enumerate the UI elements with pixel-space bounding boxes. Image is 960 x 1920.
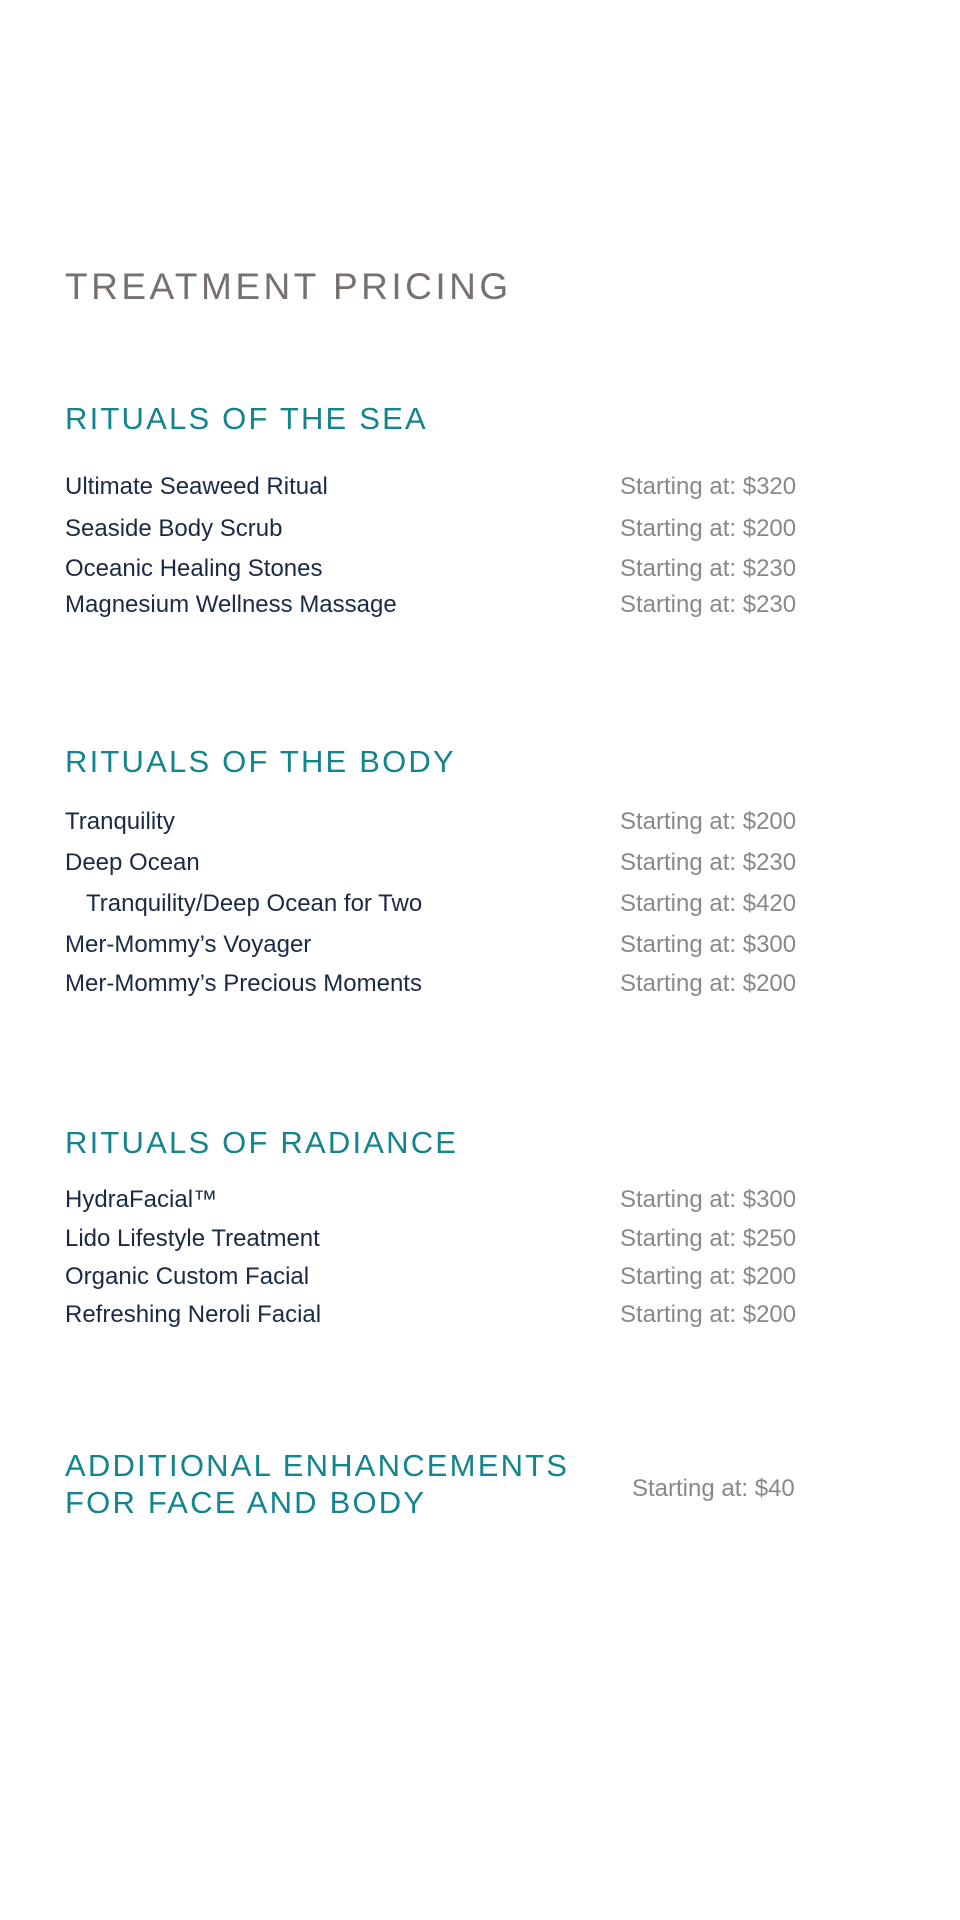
treatment-name: Mer-Mommy’s Voyager	[65, 931, 312, 958]
price-row-hydrafacial	[65, 1184, 845, 1216]
treatment-name: HydraFacial™	[65, 1186, 218, 1213]
treatment-price: Starting at: $230	[620, 555, 797, 582]
price-row-deep-ocean	[65, 847, 845, 879]
treatment-name: Mer-Mommy’s Precious Moments	[65, 970, 422, 997]
price-row-tranquility-deep-ocean-for-two	[65, 888, 845, 920]
treatment-name: Organic Custom Facial	[65, 1263, 310, 1290]
price-row-tranquility	[65, 806, 845, 838]
treatment-price: Starting at: $230	[620, 591, 797, 618]
treatment-price: Starting at: $250	[620, 1225, 797, 1252]
enhancements-price: Starting at: $40	[632, 1475, 795, 1502]
price-row-seaside-body-scrub	[65, 513, 845, 545]
price-row-refreshing-neroli-facial	[65, 1299, 845, 1331]
treatment-price: Starting at: $200	[620, 515, 797, 542]
treatment-name: Lido Lifestyle Treatment	[65, 1225, 320, 1252]
treatment-name: Tranquility/Deep Ocean for Two	[86, 890, 423, 917]
section-title-enhancements-line1: ADDITIONAL ENHANCEMENTS	[65, 1448, 570, 1483]
treatment-price: Starting at: $200	[620, 970, 797, 997]
price-row-ultimate-seaweed-ritual	[65, 471, 845, 503]
treatment-price: Starting at: $300	[620, 1186, 797, 1213]
price-row-oceanic-healing-stones	[65, 553, 845, 585]
treatment-name: Magnesium Wellness Massage	[65, 591, 397, 618]
section-title-sea: RITUALS OF THE SEA	[65, 401, 428, 436]
treatment-name: Oceanic Healing Stones	[65, 555, 323, 582]
treatment-price: Starting at: $230	[620, 849, 797, 876]
treatment-name: Refreshing Neroli Facial	[65, 1301, 322, 1328]
treatment-price: Starting at: $420	[620, 890, 797, 917]
treatment-price: Starting at: $200	[620, 1263, 797, 1290]
price-row-magnesium-wellness-massage	[65, 589, 845, 621]
treatment-price: Starting at: $320	[620, 473, 797, 500]
price-row-organic-custom-facial	[65, 1261, 845, 1293]
treatment-name: Ultimate Seaweed Ritual	[65, 473, 328, 500]
page-title: TREATMENT PRICING	[65, 266, 512, 307]
section-title-body: RITUALS OF THE BODY	[65, 744, 456, 779]
treatment-name: Tranquility	[65, 808, 175, 835]
price-row-lido-lifestyle-treatment	[65, 1223, 845, 1255]
treatment-name: Deep Ocean	[65, 849, 200, 876]
price-row-mer-mommys-precious-moments	[65, 968, 845, 1000]
price-row-mer-mommys-voyager	[65, 929, 845, 961]
treatment-price: Starting at: $300	[620, 931, 797, 958]
treatment-price: Starting at: $200	[620, 1301, 797, 1328]
treatment-name: Seaside Body Scrub	[65, 515, 283, 542]
treatment-price: Starting at: $200	[620, 808, 797, 835]
section-title-radiance: RITUALS OF RADIANCE	[65, 1125, 459, 1160]
section-title-enhancements-line2: FOR FACE AND BODY	[65, 1485, 427, 1520]
